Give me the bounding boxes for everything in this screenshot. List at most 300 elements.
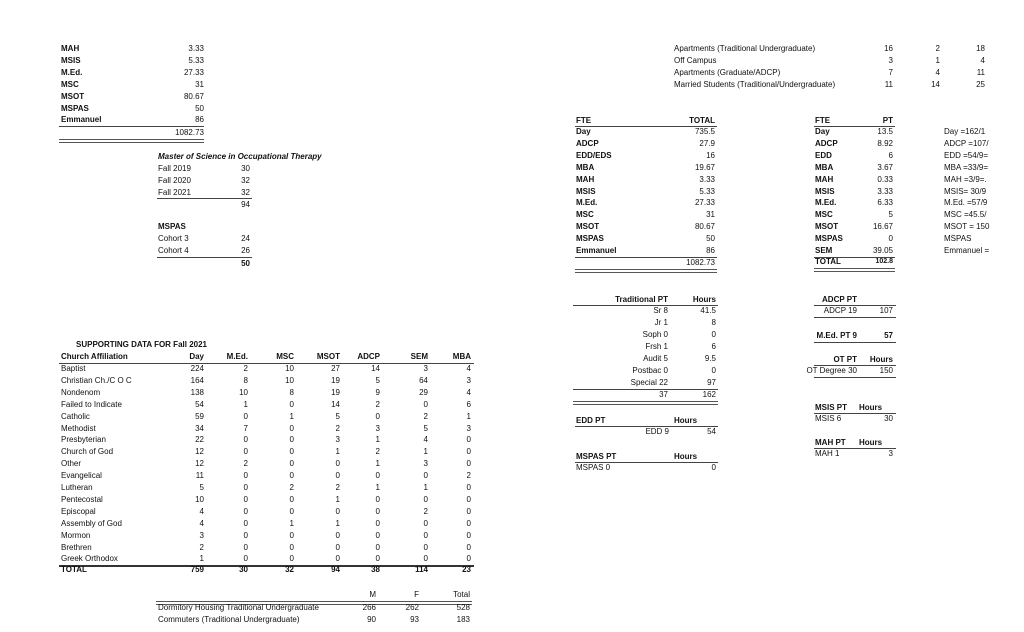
rule-line xyxy=(814,268,895,272)
fte-value: 0.33 xyxy=(877,174,893,184)
col-header: MBA xyxy=(452,352,471,361)
church-count: 0 xyxy=(335,459,340,469)
pt-header: EDD PT xyxy=(576,416,606,425)
housing-label: Commuters (Traditional Undergraduate) xyxy=(158,615,300,624)
total-value: 759 xyxy=(190,565,204,574)
fte-value: 80.67 xyxy=(183,91,204,101)
church-count: 64 xyxy=(419,375,428,385)
supporting-data-title: SUPPORTING DATA FOR Fall 2021 xyxy=(76,340,207,349)
pt-hours: 97 xyxy=(707,378,716,387)
church-count: 1 xyxy=(423,447,428,457)
fte-value: 31 xyxy=(706,210,715,220)
formula-text: MSC =45.5/ xyxy=(944,210,987,220)
church-name: Brethren xyxy=(61,542,92,552)
pt-hours: 3 xyxy=(888,449,893,458)
pt-class: Special 22 xyxy=(630,378,668,387)
rule-line xyxy=(575,269,717,273)
housing-label: Off Campus xyxy=(674,56,717,65)
pt-hours: 57 xyxy=(884,331,893,340)
church-count: 1 xyxy=(335,447,340,457)
pt-hours: 41.5 xyxy=(700,306,716,315)
pt-class: Postbac 0 xyxy=(632,366,668,375)
rule-line xyxy=(59,139,204,143)
church-count: 0 xyxy=(243,435,248,445)
church-count: 0 xyxy=(243,447,248,457)
church-count: 0 xyxy=(289,494,294,504)
church-count: 0 xyxy=(243,471,248,481)
church-count: 0 xyxy=(289,542,294,552)
church-count: 0 xyxy=(423,494,428,504)
church-count: 29 xyxy=(419,387,428,397)
rule-line xyxy=(573,401,718,405)
pt-header: Hours xyxy=(674,452,698,461)
church-count: 14 xyxy=(331,399,340,409)
church-count: 2 xyxy=(243,364,248,373)
msot-term: Fall 2019 xyxy=(158,164,191,173)
fte-total: 1082.73 xyxy=(686,258,715,267)
pt-class: EDD 9 xyxy=(645,427,669,436)
church-name: Greek Orthodox xyxy=(61,554,118,564)
fte-value: 27.33 xyxy=(694,198,715,208)
formula-text: MSIS= 30/9 xyxy=(944,186,987,196)
pt-header: MAH PT xyxy=(815,438,846,447)
fte-value: 86 xyxy=(706,246,715,255)
church-count: 0 xyxy=(375,494,380,504)
pt-hours: 150 xyxy=(879,366,893,375)
housing-count: 93 xyxy=(410,615,419,624)
col-header: Day xyxy=(189,352,204,361)
church-count: 138 xyxy=(190,387,204,397)
church-count: 0 xyxy=(335,506,340,516)
housing-label: Apartments (Traditional Undergraduate) xyxy=(674,44,816,53)
church-count: 2 xyxy=(375,447,380,457)
church-count: 0 xyxy=(466,459,471,469)
church-count: 5 xyxy=(375,375,380,385)
col-header: Church Affiliation xyxy=(61,352,128,361)
church-count: 1 xyxy=(335,494,340,504)
fte-value: 80.67 xyxy=(694,222,715,232)
pt-header: Hours xyxy=(692,295,716,304)
fte-value: 16 xyxy=(706,150,715,160)
church-count: 12 xyxy=(195,459,204,469)
msot-title: Master of Science in Occupational Therapy xyxy=(158,152,322,161)
formula-text: MSPAS xyxy=(944,234,972,244)
church-count: 2 xyxy=(423,411,428,421)
church-count: 22 xyxy=(195,435,204,445)
fte-label: MSIS xyxy=(61,55,81,65)
church-count: 0 xyxy=(243,411,248,421)
rule-line xyxy=(814,317,896,318)
rule-line xyxy=(814,342,896,343)
fte-header: FTE xyxy=(815,116,831,125)
church-count: 2 xyxy=(466,471,471,481)
fte-value: 31 xyxy=(195,79,204,89)
pt-total-hours: 162 xyxy=(702,390,716,399)
pt-header: Hours xyxy=(674,416,698,425)
fte-header: FTE xyxy=(576,116,592,125)
fte-label: MSPAS xyxy=(815,234,843,244)
church-count: 0 xyxy=(466,435,471,445)
church-count: 0 xyxy=(289,447,294,457)
church-count: 0 xyxy=(243,506,248,516)
housing-count: 4 xyxy=(935,68,940,77)
pt-hours: 54 xyxy=(707,427,716,436)
fte-value: 6 xyxy=(888,150,893,160)
church-count: 1 xyxy=(423,483,428,492)
housing-count: 528 xyxy=(456,603,470,612)
pt-hours: 8 xyxy=(711,318,716,327)
housing-count: 90 xyxy=(367,615,376,624)
fte-label: MSOT xyxy=(61,91,85,101)
housing-count: 18 xyxy=(976,44,985,53)
pt-class: Sr 8 xyxy=(653,306,668,315)
housing-count: 262 xyxy=(405,603,419,612)
mspas-title: MSPAS xyxy=(158,222,186,231)
pt-hours: 0 xyxy=(711,366,716,375)
formula-text: Day =162/1 xyxy=(944,127,986,136)
church-count: 1 xyxy=(375,435,380,445)
church-count: 2 xyxy=(199,542,204,552)
church-count: 0 xyxy=(243,518,248,528)
church-count: 0 xyxy=(289,459,294,469)
pt-hours: 0 xyxy=(711,330,716,339)
pt-class: Audit 5 xyxy=(643,354,668,363)
church-count: 9 xyxy=(375,387,380,397)
pt-class: MSPAS 0 xyxy=(576,463,611,472)
church-count: 0 xyxy=(335,542,340,552)
fte-label: MAH xyxy=(61,44,80,53)
housing-header: M xyxy=(369,590,376,599)
fte-total: 102.8 xyxy=(875,258,893,265)
church-count: 4 xyxy=(199,506,204,516)
church-count: 3 xyxy=(466,423,471,433)
church-count: 0 xyxy=(375,542,380,552)
pt-hours: 9.5 xyxy=(704,354,716,363)
church-count: 3 xyxy=(466,375,471,385)
fte-label: MBA xyxy=(576,162,595,172)
pt-class: Soph 0 xyxy=(642,330,668,339)
fte-label: MSOT xyxy=(815,222,839,232)
msot-term: Fall 2021 xyxy=(158,187,191,197)
church-count: 14 xyxy=(371,364,380,373)
fte-value: 735.5 xyxy=(694,127,715,136)
church-count: 10 xyxy=(239,387,248,397)
fte-total-label: TOTAL xyxy=(815,257,841,266)
fte-value: 16.67 xyxy=(872,222,893,232)
church-count: 4 xyxy=(423,435,428,445)
church-count: 0 xyxy=(289,554,294,564)
pt-class: MSIS 6 xyxy=(815,414,842,423)
church-count: 1 xyxy=(289,411,294,421)
church-name: Assembly of God xyxy=(61,518,122,528)
fte-label: M.Ed. xyxy=(576,198,598,208)
fte-label: MAH xyxy=(576,174,595,184)
church-count: 4 xyxy=(199,518,204,528)
mspas-cohort: Cohort 3 xyxy=(158,234,189,243)
col-header: MSOT xyxy=(316,352,340,361)
church-count: 1 xyxy=(466,411,471,421)
fte-value: 86 xyxy=(195,115,204,125)
fte-value: 50 xyxy=(706,234,715,244)
formula-text: MAH =3/9=. xyxy=(944,174,987,184)
total-value: 30 xyxy=(239,565,248,574)
fte-value: 5.33 xyxy=(699,186,715,196)
church-count: 2 xyxy=(243,459,248,469)
total-label: TOTAL xyxy=(61,565,87,574)
church-count: 0 xyxy=(423,542,428,552)
housing-count: 14 xyxy=(931,80,940,89)
rule-line xyxy=(814,377,896,378)
church-count: 0 xyxy=(423,471,428,481)
church-name: Church of God xyxy=(61,447,114,457)
total-value: 114 xyxy=(415,565,428,574)
formula-text: MSOT = 150 xyxy=(944,222,990,232)
msot-value: 32 xyxy=(241,175,250,185)
fte-value: 39.05 xyxy=(872,246,893,255)
housing-count: 4 xyxy=(980,56,985,65)
church-count: 0 xyxy=(466,554,471,564)
housing-label: Apartments (Graduate/ADCP) xyxy=(674,68,781,77)
housing-count: 16 xyxy=(884,44,893,53)
pt-class: ADCP 19 xyxy=(823,306,857,315)
fte-value: 8.92 xyxy=(877,138,893,148)
mspas-cohort: Cohort 4 xyxy=(158,246,189,255)
church-count: 5 xyxy=(423,423,428,433)
pt-header: ADCP PT xyxy=(822,295,857,304)
pt-header: Traditional PT xyxy=(615,295,668,304)
fte-label: Emmanuel xyxy=(61,115,102,125)
church-count: 0 xyxy=(243,483,248,492)
pt-class: Frsh 1 xyxy=(645,342,668,351)
housing-count: 7 xyxy=(888,68,893,77)
fte-label: MAH xyxy=(815,174,834,184)
church-count: 1 xyxy=(243,399,248,409)
church-count: 0 xyxy=(375,411,380,421)
church-count: 0 xyxy=(335,530,340,540)
church-count: 0 xyxy=(289,399,294,409)
church-count: 2 xyxy=(423,506,428,516)
church-name: Nondenom xyxy=(61,387,101,397)
pt-header: OT PT xyxy=(833,355,857,364)
church-count: 0 xyxy=(375,518,380,528)
church-name: Methodist xyxy=(61,423,96,433)
church-count: 5 xyxy=(335,411,340,421)
pt-class: OT Degree 30 xyxy=(806,366,857,375)
church-count: 5 xyxy=(199,483,204,492)
church-count: 2 xyxy=(375,399,380,409)
church-name: Lutheran xyxy=(61,483,93,492)
fte-value: 50 xyxy=(195,103,204,113)
formula-text: M.Ed. =57/9 xyxy=(944,198,988,208)
total-value: 94 xyxy=(331,565,340,574)
fte-value: 13.5 xyxy=(877,127,893,136)
church-count: 0 xyxy=(466,447,471,457)
church-count: 2 xyxy=(335,423,340,433)
formula-text: EDD =54/9= xyxy=(944,150,989,160)
housing-count: 183 xyxy=(456,615,470,624)
pt-header: Hours xyxy=(869,355,893,364)
fte-label: M.Ed. xyxy=(61,67,83,77)
msot-total: 94 xyxy=(241,200,250,209)
church-count: 0 xyxy=(289,530,294,540)
housing-count: 266 xyxy=(362,603,376,612)
total-value: 23 xyxy=(462,565,471,574)
mspas-value: 26 xyxy=(241,246,250,255)
church-count: 7 xyxy=(243,423,248,433)
church-count: 19 xyxy=(331,375,340,385)
fte-value: 5.33 xyxy=(188,55,204,65)
church-count: 1 xyxy=(375,459,380,469)
fte-label: ADCP xyxy=(815,138,838,148)
church-count: 11 xyxy=(195,471,204,481)
church-count: 1 xyxy=(289,518,294,528)
fte-label: Day xyxy=(576,127,591,136)
pt-header: MSPAS PT xyxy=(576,452,617,461)
church-count: 59 xyxy=(195,411,204,421)
church-count: 0 xyxy=(243,494,248,504)
total-value: 38 xyxy=(371,565,380,574)
fte-total: 1082.73 xyxy=(175,128,204,137)
col-header: SEM xyxy=(410,352,428,361)
church-count: 3 xyxy=(423,459,428,469)
housing-header: F xyxy=(414,590,419,599)
church-count: 2 xyxy=(289,483,294,492)
church-count: 0 xyxy=(335,554,340,564)
church-count: 0 xyxy=(243,542,248,552)
church-count: 8 xyxy=(289,387,294,397)
church-name: Presbyterian xyxy=(61,435,106,445)
formula-text: Emmanuel = xyxy=(944,246,990,255)
fte-label: MSPAS xyxy=(576,234,604,244)
housing-count: 25 xyxy=(976,80,985,89)
fte-value: 19.67 xyxy=(694,162,715,172)
church-name: Baptist xyxy=(61,364,86,373)
church-count: 0 xyxy=(423,399,428,409)
church-name: Catholic xyxy=(61,411,90,421)
fte-label: MSIS xyxy=(576,186,596,196)
church-count: 0 xyxy=(466,518,471,528)
fte-label: EDD xyxy=(815,150,832,160)
church-count: 0 xyxy=(466,494,471,504)
fte-label: ADCP xyxy=(576,138,599,148)
formula-text: ADCP =107/ xyxy=(944,138,989,148)
col-header: MSC xyxy=(276,352,294,361)
church-name: Christian Ch./C O C xyxy=(61,375,132,385)
pt-hours: 107 xyxy=(879,306,893,315)
church-count: 0 xyxy=(423,530,428,540)
pt-total: 37 xyxy=(659,390,668,399)
church-count: 0 xyxy=(335,471,340,481)
fte-value: 3.33 xyxy=(877,186,893,196)
church-count: 54 xyxy=(195,399,204,409)
fte-header: TOTAL xyxy=(689,116,715,125)
housing-label: Married Students (Traditional/Undergraduate) xyxy=(674,80,836,89)
msot-value: 30 xyxy=(241,164,250,173)
fte-label: Day xyxy=(815,127,830,136)
fte-label: MSC xyxy=(576,210,594,220)
church-count: 10 xyxy=(285,375,294,385)
church-count: 0 xyxy=(289,423,294,433)
church-count: 27 xyxy=(331,364,340,373)
church-count: 2 xyxy=(335,483,340,492)
church-count: 0 xyxy=(423,554,428,564)
church-count: 3 xyxy=(375,423,380,433)
housing-count: 3 xyxy=(888,56,893,65)
fte-label: SEM xyxy=(815,246,833,255)
church-name: Evangelical xyxy=(61,471,102,481)
pt-header: Hours xyxy=(859,403,883,412)
housing-count: 11 xyxy=(976,68,985,77)
church-count: 0 xyxy=(289,435,294,445)
pt-class: Jr 1 xyxy=(654,318,668,327)
fte-label: MBA xyxy=(815,162,834,172)
pt-hours: 6 xyxy=(711,342,716,351)
church-count: 0 xyxy=(375,471,380,481)
col-header: ADCP xyxy=(357,352,380,361)
pt-header: Hours xyxy=(859,438,883,447)
church-count: 0 xyxy=(243,530,248,540)
church-count: 10 xyxy=(285,364,294,373)
church-name: Failed to Indicate xyxy=(61,399,122,409)
church-count: 10 xyxy=(195,494,204,504)
pt-hours: 0 xyxy=(711,463,716,472)
church-name: Mormon xyxy=(61,530,91,540)
fte-label: Emmanuel xyxy=(576,246,617,255)
church-count: 0 xyxy=(289,506,294,516)
fte-label: MSPAS xyxy=(61,103,89,113)
church-count: 19 xyxy=(331,387,340,397)
fte-value: 27.33 xyxy=(183,67,204,77)
pt-class: MAH 1 xyxy=(815,449,840,458)
church-count: 0 xyxy=(375,530,380,540)
fte-header: PT xyxy=(882,116,893,125)
church-count: 0 xyxy=(466,506,471,516)
housing-header: Total xyxy=(453,590,470,599)
mspas-total: 50 xyxy=(241,259,250,268)
church-count: 0 xyxy=(243,554,248,564)
church-count: 34 xyxy=(195,423,204,433)
fte-label: EDD/EDS xyxy=(576,150,612,160)
fte-value: 3.67 xyxy=(877,162,893,172)
church-count: 0 xyxy=(375,554,380,564)
mspas-value: 24 xyxy=(241,234,250,243)
fte-value: 3.33 xyxy=(699,174,715,184)
church-count: 0 xyxy=(466,483,471,492)
church-count: 3 xyxy=(199,530,204,540)
church-count: 1 xyxy=(375,483,380,492)
formula-text: MBA =33/9= xyxy=(944,162,989,172)
fte-label: MSOT xyxy=(576,222,600,232)
church-count: 3 xyxy=(335,435,340,445)
fte-value: 6.33 xyxy=(877,198,893,208)
church-count: 4 xyxy=(466,387,471,397)
church-count: 12 xyxy=(195,447,204,457)
church-count: 0 xyxy=(466,530,471,540)
fte-value: 0 xyxy=(888,234,893,244)
fte-label: MSC xyxy=(815,210,833,220)
church-name: Episcopal xyxy=(61,506,96,516)
church-count: 1 xyxy=(335,518,340,528)
church-name: Pentecostal xyxy=(61,494,103,504)
col-header: M.Ed. xyxy=(226,352,248,361)
church-count: 0 xyxy=(466,542,471,552)
housing-label: Dormitory Housing Traditional Undergraduate xyxy=(158,603,319,612)
fte-label: M.Ed. xyxy=(815,198,837,208)
church-count: 0 xyxy=(423,518,428,528)
msot-value: 32 xyxy=(241,187,250,197)
pt-hours: 30 xyxy=(884,414,893,423)
church-count: 0 xyxy=(375,506,380,516)
